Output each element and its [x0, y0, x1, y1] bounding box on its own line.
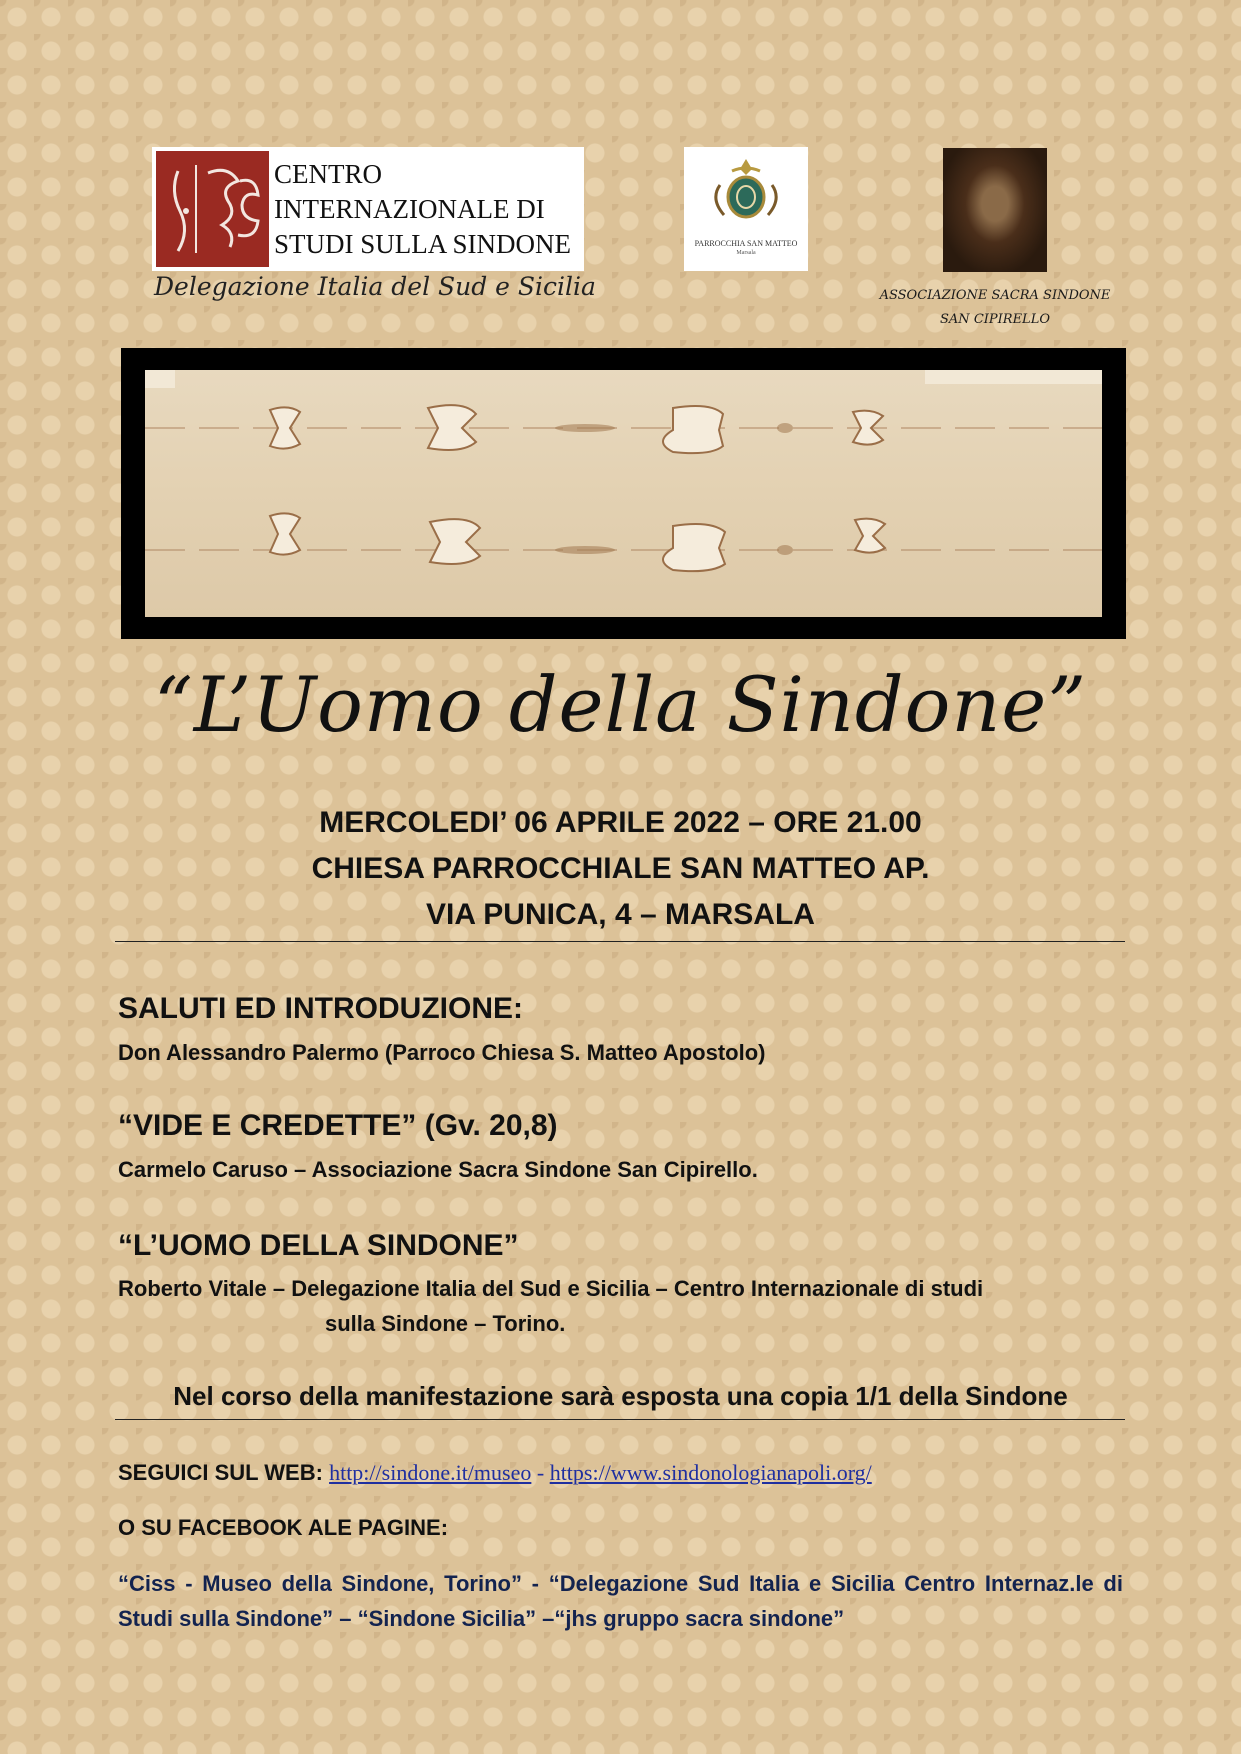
shroud-cloth: [145, 370, 1102, 617]
link-sindonologia-napoli[interactable]: https://www.sindonologianapoli.org/: [549, 1460, 872, 1485]
event-title: “L’Uomo della Sindone”: [153, 660, 1088, 749]
ciss-line-3: STUDI SULLA SINDONE: [274, 229, 571, 259]
section-1-heading: SALUTI ED INTRODUZIONE:: [118, 992, 523, 1025]
delegation-subtitle: Delegazione Italia del Sud e Sicilia: [154, 272, 596, 301]
ciss-logo: [152, 147, 584, 271]
shroud-image: [121, 348, 1126, 639]
ciss-line-2: INTERNAZIONALE DI: [274, 194, 545, 224]
web-row: [118, 1460, 872, 1486]
facebook-label: O SU FACEBOOK ALE PAGINE:: [118, 1515, 449, 1540]
event-place: CHIESA PARROCCHIALE SAN MATTEO AP.: [311, 852, 930, 885]
exhibition-note: Nel corso della manifestazione sarà esposta una copia 1/1 della Sindone: [173, 1381, 1068, 1411]
associazione-name: [860, 284, 1130, 332]
event-date-time: MERCOLEDI’ 06 APRILE 2022 – ORE 21.00: [319, 806, 922, 839]
section-1-speaker: Don Alessandro Palermo (Parroco Chiesa S. Matteo Apostolo): [118, 1040, 766, 1065]
associazione-line-1: ASSOCIAZIONE SACRA SINDONE: [879, 288, 1111, 303]
facebook-pages: “Ciss - Museo della Sindone, Torino” - “Delegazione Sud Italia e Sicilia Centro Internaz.le di Studi sulla Sindone” – “Sindone Sicilia” –“jhs gruppo sacra sindone”: [118, 1571, 1123, 1631]
parish-crest-icon: [706, 155, 786, 235]
section-3-speaker-cont: sulla Sindone – Torino.: [325, 1311, 566, 1336]
parrocchia-city: Marsala: [736, 250, 756, 256]
divider-top: [115, 941, 1125, 942]
parrocchia-logo: [684, 147, 808, 271]
link-sindone-museo[interactable]: http://sindone.it/museo: [329, 1460, 532, 1485]
web-separator: -: [531, 1460, 550, 1485]
parrocchia-name: PARROCCHIA SAN MATTEO: [694, 239, 798, 248]
ciss-line-1: CENTRO: [274, 159, 382, 189]
section-2-heading: “VIDE E CREDETTE” (Gv. 20,8): [118, 1109, 558, 1142]
ciss-emblem-icon: [156, 151, 269, 267]
section-3-speaker: Roberto Vitale – Delegazione Italia del Sud e Sicilia – Centro Internazionale di studi: [118, 1276, 984, 1301]
event-address: VIA PUNICA, 4 – MARSALA: [426, 898, 815, 931]
shroud-face-image: [943, 148, 1047, 272]
section-2-speaker: Carmelo Caruso – Associazione Sacra Sindone San Cipirello.: [118, 1157, 758, 1182]
section-3-heading: “L’UOMO DELLA SINDONE”: [118, 1229, 519, 1262]
divider-bottom: [115, 1419, 1125, 1420]
web-label: SEGUICI SUL WEB:: [118, 1460, 323, 1485]
associazione-line-2: SAN CIPIRELLO: [940, 312, 1050, 327]
